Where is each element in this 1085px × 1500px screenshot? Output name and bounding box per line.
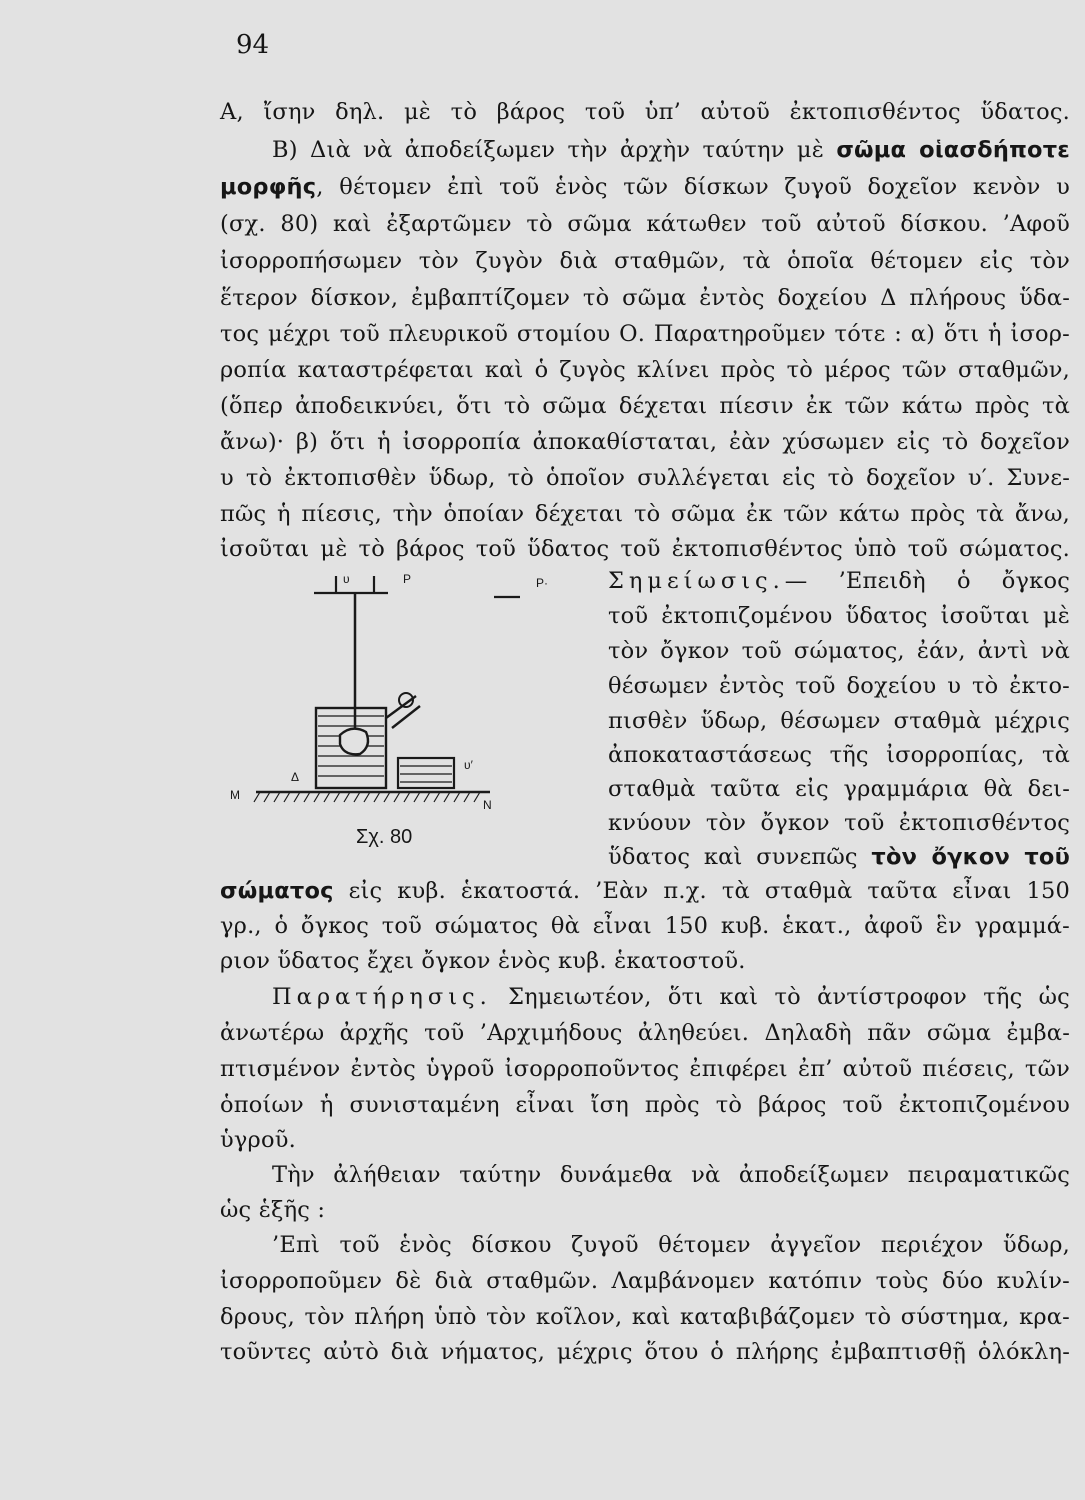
text-line xyxy=(608,842,1070,872)
immersed-body xyxy=(340,729,368,755)
text-line: ὑγροῦ. xyxy=(220,1127,296,1153)
emphasis-text: τὸν ὄγκον τοῦ xyxy=(871,844,1070,870)
side-spout xyxy=(386,696,416,718)
figure-80-diagram xyxy=(220,560,520,810)
emphasis-text: μορφῆς xyxy=(220,174,317,200)
text-line: τὸν ὄγκον τοῦ σώματος, ἐάν, ἀντὶ νὰ xyxy=(608,638,1070,664)
text-line: ὁποίων ἡ συνισταμένη εἶναι ἴση πρὸς τὸ βάρος τοῦ ἐκτοπιζομένου xyxy=(220,1092,1070,1118)
note-heading: Σημείωσις. xyxy=(608,568,785,594)
text-line: ριον ὕδατος ἔχει ὄγκον ἑνὸς κυβ. ἑκατοστοῦ. xyxy=(220,948,746,974)
text-line: ἰσοῦται μὲ τὸ βάρος τοῦ ὕδατος τοῦ ἐκτοπισθέντος ὑπὸ τοῦ σώματος. xyxy=(220,536,1070,562)
text-line: ἕτερον δίσκον, ἐμβαπτίζομεν τὸ σῶμα ἐντὸς δοχείου Δ πλήρους ὕδα- xyxy=(220,285,1070,311)
text-span: Β) Διὰ νὰ ἀποδείξωμεν τὴν ἀρχὴν ταύτην μὲ xyxy=(272,137,837,163)
text-line: τοῦντες αὐτὸ διὰ νήματος, μέχρις ὅτου ὁ πλήρης ἐμβαπτισθῇ ὁλόκλη- xyxy=(220,1339,1070,1365)
remark-heading: Παρατήρησις. xyxy=(272,984,492,1010)
text-line: πῶς ἡ πίεσις, τὴν ὁποίαν δέχεται τὸ σῶμα ἐκ τῶν κάτω πρὸς τὰ ἄνω, xyxy=(220,501,1070,527)
figure-label: P· xyxy=(536,576,548,590)
text-line: τοῦ ἐκτοπιζομένου ὕδατος ἰσοῦται μὲ xyxy=(608,603,1070,629)
text-line: πτισμένον ἐντὸς ὑγροῦ ἰσορροποῦντος ἐπιφέρει ἐπ’ αὐτοῦ πιέσεις, τῶν xyxy=(220,1056,1070,1082)
text-line xyxy=(272,982,1070,1012)
text-line xyxy=(272,135,1070,165)
text-span: — ’Επειδὴ ὁ ὄγκος xyxy=(784,568,1070,594)
text-line: ’Επὶ τοῦ ἑνὸς δίσκου ζυγοῦ θέτομεν ἀγγεῖον περιέχον ὕδωρ, xyxy=(272,1232,1070,1258)
figure-label: Μ xyxy=(230,788,240,802)
text-span: , θέτομεν ἐπὶ τοῦ ἑνὸς τῶν δίσκων ζυγοῦ δοχεῖον κενὸν υ xyxy=(316,174,1070,200)
text-line: πισθὲν ὕδωρ, θέσωμεν σταθμὰ μέχρις xyxy=(608,708,1070,734)
text-line: ἰσορροπήσωμεν τὸν ζυγὸν διὰ σταθμῶν, τὰ ὁποῖα θέτομεν εἰς τὸν xyxy=(220,248,1070,274)
text-line xyxy=(608,566,1070,596)
text-line: (σχ. 80) καὶ ἐξαρτῶμεν τὸ σῶμα κάτωθεν τοῦ αὐτοῦ δίσκου. ’Αφοῦ xyxy=(220,211,1070,237)
text-line: Α, ἴσην δηλ. μὲ τὸ βάρος τοῦ ὑπ’ αὐτοῦ ἐκτοπισθέντος ὕδατος. xyxy=(220,99,1070,125)
text-line: υ τὸ ἐκτοπισθὲν ὕδωρ, τὸ ὁποῖον συλλέγεται εἰς τὸ δοχεῖον υ′. Συνε- xyxy=(220,465,1070,491)
text-line: ἰσορροποῦμεν δὲ διὰ σταθμῶν. Λαμβάνομεν κατόπιν τοὺς δύο κυλίν- xyxy=(220,1268,1070,1294)
text-line: γρ., ὁ ὄγκος τοῦ σώματος θὰ εἶναι 150 κυβ. ἑκατ., ἀφοῦ ἓν γραμμά- xyxy=(220,913,1070,939)
text-line: σταθμὰ ταῦτα εἰς γραμμάρια θὰ δει- xyxy=(608,776,1070,802)
text-span: Σημειωτέον, ὅτι καὶ τὸ ἀντίστροφον τῆς ὡς xyxy=(491,984,1070,1010)
text-line: ροπία καταστρέφεται καὶ ὁ ζυγὸς κλίνει πρὸς τὸ μέρος τῶν σταθμῶν, xyxy=(220,357,1070,383)
text-line xyxy=(220,172,1070,202)
text-line: θέσωμεν ἐντὸς τοῦ δοχείου υ τὸ ἐκτο- xyxy=(608,673,1070,699)
text-line: ὡς ἑξῆς : xyxy=(220,1197,326,1223)
figure-label: υ xyxy=(343,572,350,586)
figure-label: P xyxy=(403,572,412,586)
text-line: ἄνω)· β) ὅτι ἡ ἰσορροπία ἀποκαθίσταται, ἐὰν χύσωμεν εἰς τὸ δοχεῖον xyxy=(220,429,1070,455)
figure-label: υ′ xyxy=(464,758,473,772)
text-line: τος μέχρι τοῦ πλευρικοῦ στομίου Ο. Παρατηροῦμεν τότε : α) ὅτι ἡ ἰσορ- xyxy=(220,321,1070,347)
text-line: δρους, τὸν πλήρη ὑπὸ τὸν κοῖλον, καὶ καταβιβάζομεν τὸ σύστημα, κρα- xyxy=(220,1304,1070,1330)
collecting-vessel xyxy=(398,758,454,788)
figure-caption: Σχ. 80 xyxy=(356,826,413,848)
text-span: ὕδατος καὶ συνεπῶς xyxy=(608,844,872,870)
text-line: κνύουν τὸν ὄγκον τοῦ ἐκτοπισθέντος xyxy=(608,810,1070,836)
text-line: ἀποκαταστάσεως τῆς ἰσορροπίας, τὰ xyxy=(608,742,1070,768)
text-line: ἀνωτέρω ἀρχῆς τοῦ ’Αρχιμήδους ἀληθεύει. Δηλαδὴ πᾶν σῶμα ἐμβα- xyxy=(220,1020,1070,1046)
page-number: 94 xyxy=(236,30,270,60)
text-line: Τὴν ἀλήθειαν ταύτην δυνάμεθα νὰ ἀποδείξωμεν πειραματικῶς xyxy=(272,1162,1070,1188)
text-line: (ὅπερ ἀποδεικνύει, ὅτι τὸ σῶμα δέχεται πίεσιν ἐκ τῶν κάτω πρὸς τὰ xyxy=(220,393,1070,419)
figure-label: Ν xyxy=(483,798,492,812)
emphasis-text: σῶμα οἱασδήποτε xyxy=(836,137,1071,163)
text-line xyxy=(220,876,1070,906)
figure-label: Δ xyxy=(291,770,300,784)
emphasis-text: σώματος xyxy=(220,878,334,904)
text-span: εἰς κυβ. ἑκατοστά. ’Εὰν π.χ. τὰ σταθμὰ ταῦτα εἶναι 150 xyxy=(333,878,1070,904)
